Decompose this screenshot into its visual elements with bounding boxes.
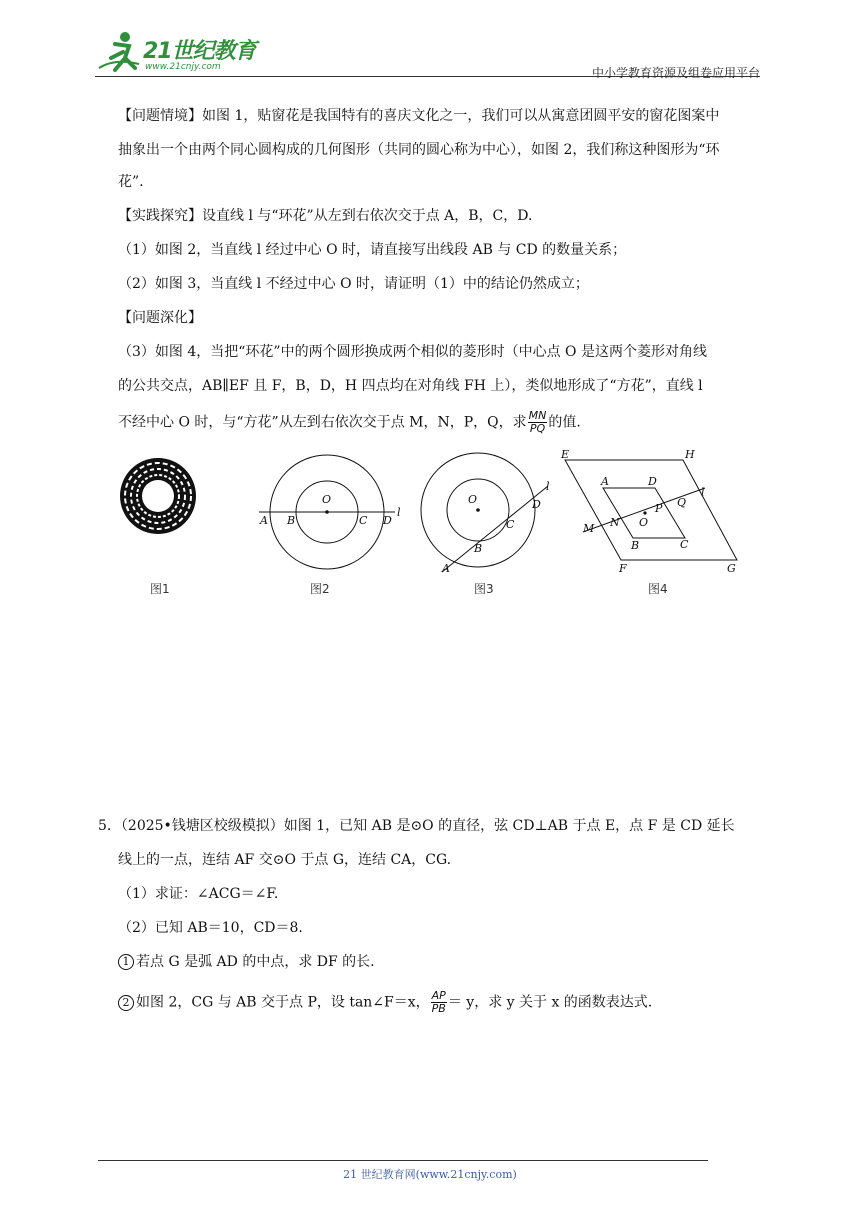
label-c: C xyxy=(359,514,368,527)
figure-4-caption: 图4 xyxy=(648,582,668,596)
label-b: B xyxy=(474,542,483,555)
q4-line-10-b: 的值. xyxy=(548,414,581,431)
label-m: M xyxy=(583,522,595,535)
circled-number-2: 2 xyxy=(118,995,134,1011)
logo-url: www.21cnjy.com xyxy=(145,62,221,72)
header-platform-text: 中小学教育资源及组卷应用平台 xyxy=(591,66,760,80)
figure-1-caption: 图1 xyxy=(150,582,170,596)
label-o: O xyxy=(639,516,649,529)
q5-line-5 xyxy=(118,952,758,972)
q4-line-7: 【问题深化】 xyxy=(118,310,202,326)
fraction-numerator: AP xyxy=(431,989,446,1002)
logo-text: 21世纪教育 xyxy=(143,39,256,64)
footer-link[interactable]: 21 世纪教育网(www.21cnjy.com) xyxy=(343,1168,517,1181)
label-a: A xyxy=(260,514,268,527)
figure-2-concentric-circles xyxy=(255,448,405,580)
label-l: l xyxy=(546,480,550,493)
runner-logo-icon xyxy=(95,28,143,74)
label-a: A xyxy=(601,475,609,488)
label-a: A xyxy=(442,562,450,575)
figure-3-caption: 图3 xyxy=(474,582,494,596)
label-d: D xyxy=(532,498,541,511)
q5-line-6-a: 如图 2，CG 与 AB 交于点 P，设 tan∠F＝x， xyxy=(136,994,430,1011)
fraction-ap-pb xyxy=(431,990,447,1015)
q4-line-10 xyxy=(118,410,758,435)
q4-line-1: 【问题情境】如图 1，贴窗花是我国特有的喜庆文化之一，我们可以从寓意团圆平安的窗花图案中 xyxy=(118,108,720,124)
label-h: H xyxy=(685,448,695,461)
label-b: B xyxy=(631,539,640,552)
q4-line-4: 【实践探究】设直线 l 与“环花”从左到右依次交于点 A，B，C，D. xyxy=(118,208,533,224)
label-b: B xyxy=(287,514,296,527)
label-e: E xyxy=(561,448,570,461)
page-header xyxy=(95,28,760,78)
label-q: Q xyxy=(677,496,687,509)
figure-4-rhombi xyxy=(555,448,745,578)
q4-line-3: 花”. xyxy=(118,174,144,190)
fraction-mn-pq xyxy=(528,410,548,435)
figure-2-caption: 图2 xyxy=(310,582,330,596)
label-o: O xyxy=(322,493,332,506)
label-n: N xyxy=(610,516,620,529)
label-d: D xyxy=(648,475,657,488)
q4-line-10-a: 不经中心 O 时，与“方花”从左到右依次交于点 M，N，P，Q，求 xyxy=(118,414,527,431)
q5-line-6-b: ＝ y，求 y 关于 x 的函数表达式. xyxy=(447,994,653,1011)
q5-line-6 xyxy=(118,990,758,1015)
fraction-denominator: PB xyxy=(431,1002,446,1015)
figure-3-concentric-circles xyxy=(418,448,558,578)
fraction-denominator: PQ xyxy=(529,422,546,435)
q5-line-2: 线上的一点，连结 AF 交⊙O 于点 G，连结 CA，CG. xyxy=(118,852,452,868)
label-f: F xyxy=(619,562,627,575)
label-p: P xyxy=(655,502,663,515)
q5-line-5-text: 若点 G 是弧 AD 的中点，求 DF 的长. xyxy=(136,954,375,970)
label-c: C xyxy=(680,538,689,551)
header-divider xyxy=(95,76,760,77)
q4-line-8: （3）如图 4，当把“环花”中的两个圆形换成两个相似的菱形时（中心点 O 是这两个菱形对角线 xyxy=(118,344,707,360)
label-l: l xyxy=(397,506,401,519)
figure-1-ring-pattern xyxy=(118,448,198,558)
q4-line-5: （1）如图 2，当直线 l 经过中心 O 时，请直接写出线段 AB 与 CD 的数量关系； xyxy=(118,242,627,258)
fraction-numerator: MN xyxy=(528,409,547,422)
q5-line-4: （2）已知 AB＝10，CD＝8. xyxy=(118,920,303,936)
q5-line-3: （1）求证：∠ACG＝∠F. xyxy=(118,886,279,902)
circled-number-1: 1 xyxy=(118,954,134,970)
label-l: l xyxy=(701,486,705,499)
q5-line-1: 5．（2025•钱塘区校级模拟）如图 1，已知 AB 是⊙O 的直径，弦 CD⊥AB 于点 E，点 F 是 CD 延长 xyxy=(98,818,735,834)
label-c: C xyxy=(506,518,515,531)
label-g: G xyxy=(727,562,736,575)
label-o: O xyxy=(468,493,478,506)
label-d: D xyxy=(383,514,392,527)
footer-divider xyxy=(98,1160,708,1161)
q4-line-2: 抽象出一个由两个同心圆构成的几何图形（共同的圆心称为中心），如图 2，我们称这种图形为“环 xyxy=(118,142,720,158)
logo xyxy=(95,28,265,76)
q4-line-9: 的公共交点，AB∥EF 且 F，B，D，H 四点均在对角线 FH 上），类似地形成了“方花”，直线 l xyxy=(118,378,703,394)
q4-line-6: （2）如图 3，当直线 l 不经过中心 O 时，请证明（1）中的结论仍然成立； xyxy=(118,276,589,292)
